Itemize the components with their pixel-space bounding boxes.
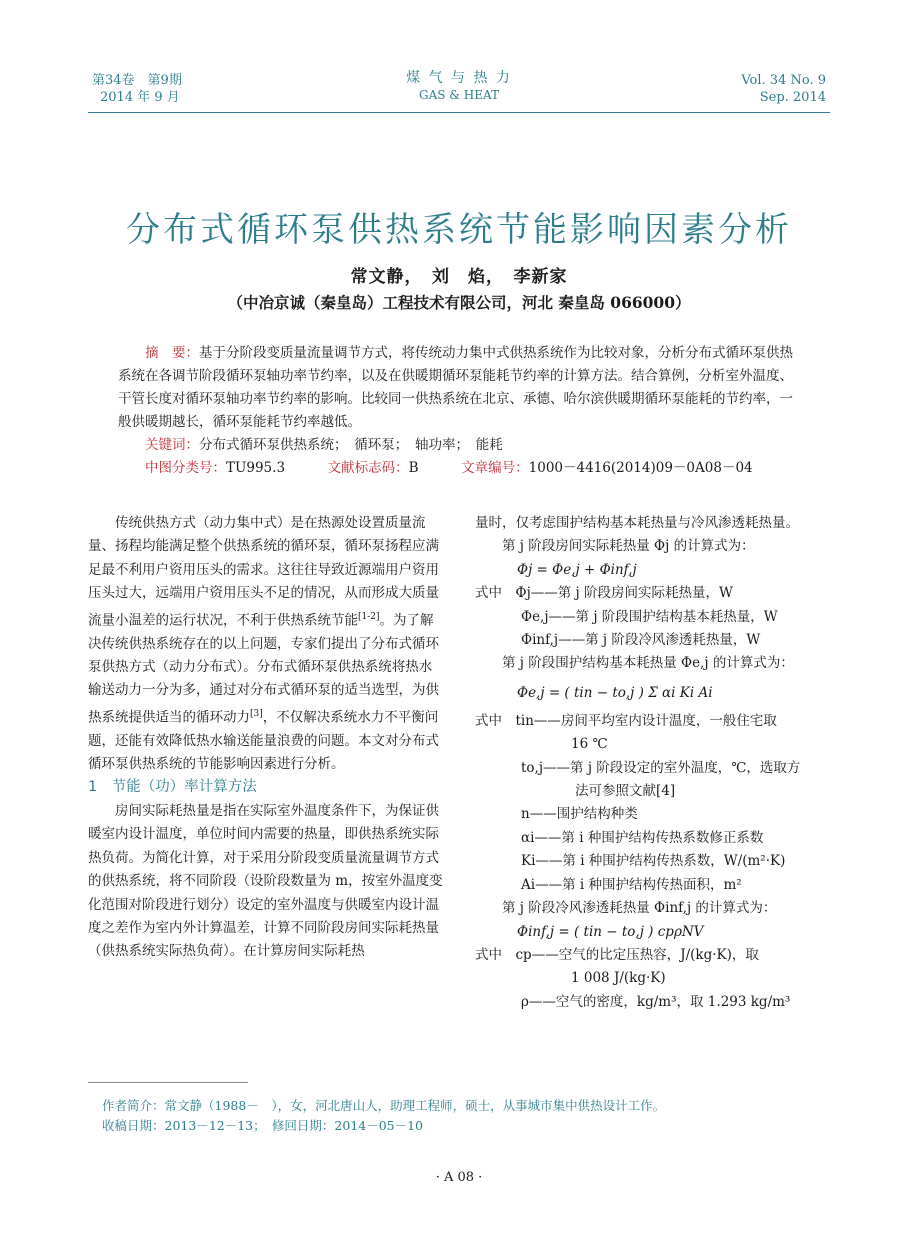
where-phi-infj: Φinf,j——第 j 阶段冷风渗透耗热量，W	[521, 632, 761, 649]
article-authors: 常文静， 刘 焰， 李新家	[350, 267, 568, 287]
received-label: 收稿日期：	[102, 1118, 165, 1133]
citation-1-2: [1-2]	[358, 611, 380, 622]
article-dates	[102, 1116, 423, 1135]
where-n: n——围护结构种类	[521, 806, 638, 823]
abstract-text: 基于分阶段变质量流量调节方式，将传统动力集中式供热系统作为比较对象，分析分布式循环泵供热系统在各调节阶段循环泵轴功率节约率，以及在供暖期循环泵能耗节约率的计算方法。结合算例，分析室外温度、干管长度对循环泵轴功率节约率的影响。比较同一供热系统在北京、承德、哈尔滨供暖期循环泵能耗的节约率，一般供暖期越长，循环泵能耗节约率越低。	[118, 345, 793, 430]
page-number: · A 08 ·	[435, 1170, 483, 1185]
where-cp: 式中 cp——空气的比定压热容，J/(kg·K)，取	[475, 946, 759, 963]
clc-value: TU995.3	[226, 460, 286, 476]
author-bio	[102, 1096, 665, 1115]
journal-issue	[92, 72, 182, 106]
journal-name	[359, 70, 559, 104]
intro-paragraph	[88, 512, 445, 776]
section-heading-1: 1 节能（功）率计算方法	[88, 779, 257, 796]
journal-name-en: GAS & HEAT	[418, 88, 500, 102]
article-no-label: 文章编号：	[461, 460, 529, 476]
classification	[118, 457, 804, 480]
issue-date-en: Sep. 2014	[759, 90, 826, 105]
citation-3: [3]	[250, 708, 263, 719]
revised-date: 2014－05－10	[334, 1118, 424, 1133]
revised-label: 修回日期：	[271, 1118, 335, 1133]
where-toj: to,j——第 j 阶段设定的室外温度，℃，选取方	[521, 759, 801, 776]
author-bio-label: 作者简介：	[102, 1098, 165, 1113]
abstract	[118, 342, 804, 434]
where-phi-j: 式中 Φj——第 j 阶段房间实际耗热量，W	[475, 585, 733, 602]
clc-label: 中图分类号：	[145, 460, 226, 476]
article-affiliation: （中冶京诚（秦皇岛）工程技术有限公司，河北 秦皇岛 066000）	[227, 293, 691, 312]
article-title: 分布式循环泵供热系统节能影响因素分析	[126, 210, 792, 250]
equation-1: Φj = Φe,j + Φinf,j	[517, 561, 637, 578]
where-a: Ai——第 i 种围护结构传热面积，m²	[521, 876, 742, 893]
doc-code-label: 文献标志码：	[327, 460, 409, 476]
method-paragraph-cont: 量时，仅考虑围护结构基本耗热量与冷风渗透耗热量。	[475, 515, 799, 531]
where-cp-value: 1 008 J/(kg·K)	[571, 970, 666, 987]
journal-issue-en	[741, 72, 826, 106]
where-alpha: αi——第 i 种围护结构传热系数修正系数	[521, 829, 764, 846]
intro-text-1: 传统供热方式（动力集中式）是在热源处设置质量流量、扬程均能满足整个供热系统的循环泵，循环泵扬程应满足最不利用户资用压头的需求。这往往导致近源端用户资用压头过大，远端用户资用压头不足的情况，从而形成大质量流量小温差的运行状况，不利于供热系统节能	[88, 515, 439, 629]
issue-volume-en: Vol. 34 No. 9	[741, 73, 826, 88]
where-phi-ej: Φe,j——第 j 阶段围护结构基本耗热量，W	[521, 608, 778, 625]
issue-date: 2014 年 9 月	[100, 90, 180, 105]
abstract-label: 摘 要：	[145, 345, 199, 361]
author-bio-text: 常文静（1988－ ），女，河北唐山人，助理工程师，硕士，从事城市集中供热设计工作。	[164, 1098, 666, 1113]
abstract-block	[118, 342, 804, 480]
header-rule	[88, 112, 830, 113]
received-date: 2013－12－13；	[164, 1118, 260, 1133]
method-paragraph: 房间实际耗热量是指在实际室外温度条件下，为保证供暖室内设计温度，单位时间内需要的热量，即供热系统实际热负荷。为简化计算，对于采用分阶段变质量流量调节方式的供热系统，将不同阶段（设阶段数量为 m，按室外温度变化范围对阶段进行划分）设定的室外温度与供暖室内设计温度之差作为室内外计算温差，计算不同阶段房间实际耗热量（供热系统实际热负荷）。在计算房间实际耗热	[88, 802, 443, 960]
where-tin: 式中 tin——房间平均室内设计温度，一般住宅取	[475, 712, 777, 729]
issue-volume: 第34卷 第9期	[92, 73, 182, 88]
intro-text-2: 。为了解决传统供热系统存在的以上问题，专家们提出了分布式循环泵供热方式（动力分布式）。分布式循环泵供热系统将热水输送动力一分为多，通过对分布式循环泵的适当选型，为供热系统提供适当的循环动力	[88, 612, 439, 726]
where-toj-ref: 法可参照文献[4]	[575, 783, 676, 800]
where-tin-value: 16 ℃	[571, 736, 608, 753]
right-column	[475, 512, 835, 1014]
keywords-label: 关键词：	[145, 437, 199, 453]
journal-name-cn: 煤 气 与 热 力	[406, 70, 512, 86]
eq2-intro: 第 j 阶段围护结构基本耗热量 Φe,j 的计算式为：	[502, 655, 794, 672]
equation-2: Φe,j = ( tin − to,j ) Σ αi Ki Ai	[517, 684, 713, 701]
footnote-rule	[88, 1082, 248, 1083]
where-rho: ρ——空气的密度，kg/m³，取 1.293 kg/m³	[521, 993, 791, 1010]
where-k: Ki——第 i 种围护结构传热系数，W/(m²·K)	[521, 853, 786, 870]
equation-3: Φinf,j = ( tin − to,j ) cpρNV	[517, 923, 704, 940]
keywords-text: 分布式循环泵供热系统； 循环泵； 轴功率； 能耗	[199, 437, 503, 453]
doc-code-value: B	[408, 460, 419, 476]
article-no-value: 1000－4416(2014)09－0A08－04	[528, 460, 753, 476]
eq3-intro: 第 j 阶段冷风渗透耗热量 Φinf,j 的计算式为：	[502, 900, 777, 917]
left-column	[88, 512, 445, 964]
eq1-intro: 第 j 阶段房间实际耗热量 Φj 的计算式为：	[502, 538, 755, 555]
intro-text-3: ，不仅解决系统水力不平衡问题，还能有效降低热水输送能量浪费的问题。本文对分布式循环泵供热系统的节能影响因素进行分析。	[88, 709, 439, 773]
keywords	[118, 434, 804, 457]
